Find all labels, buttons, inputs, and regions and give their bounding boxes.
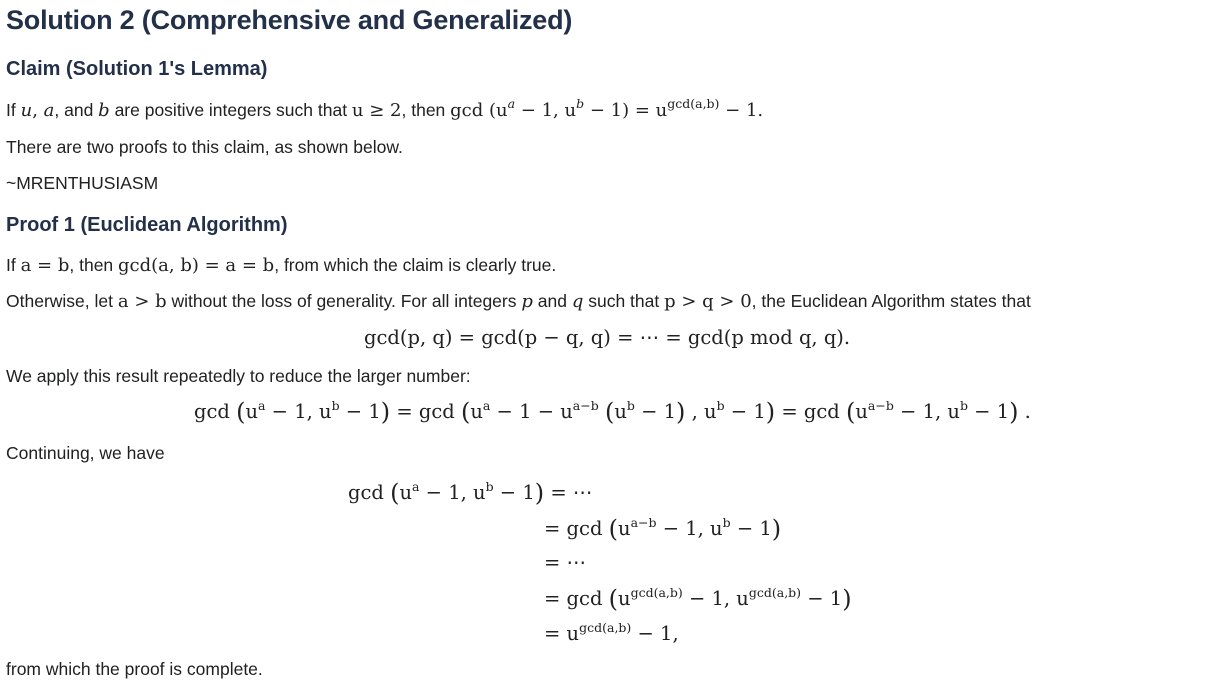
reduction-equation: $\gcd (u^a - 1$, $u^b - 1) = \gcd (u^a - 1 - u^{a-b}$ $(u^b - 1)$ , $u^b - 1) = \gcd (u^{a-b} - 1$, $u^b - 1$) . bbox=[194, 398, 1031, 426]
continuing-intro: Continuing, we have bbox=[6, 443, 165, 463]
condition-math: u ≥ 2 bbox=[351, 100, 402, 121]
proof1-case-unequal: Otherwise, let a > b without the loss of generality. For all integers p and q such that p > q > 0, the Euclidean Algorithm states that bbox=[6, 291, 1031, 312]
proof-complete: from which the proof is complete. bbox=[6, 659, 263, 679]
chain-line-5: = $u^{gcd(a,b)} - 1$, bbox=[544, 620, 679, 645]
page-title: Solution 2 (Comprehensive and Generalized) bbox=[6, 5, 573, 35]
author-signature: ~MRENTHUSIASM bbox=[6, 173, 159, 193]
proof1-heading: Proof 1 (Euclidean Algorithm) bbox=[6, 214, 288, 236]
euclid-equation: gcd(p, q) = gcd(p − q, q) = ⋯ = gcd(p mod q, q). bbox=[364, 326, 851, 349]
claim-heading: Claim (Solution 1's Lemma) bbox=[6, 58, 268, 80]
claim-proofs-note: There are two proofs to this claim, as shown below. bbox=[6, 137, 403, 157]
claim-formula: $\gcd (u^a - 1$, $u^b - 1) = u^{gcd(a,b)} - 1$. bbox=[450, 96, 764, 121]
reduce-intro: We apply this result repeatedly to reduce the larger number: bbox=[6, 366, 471, 386]
claim-statement: If u, a, and b are positive integers such that u ≥ 2, then $\gcd (u^a - 1$, $u^b - 1) = u^{gcd(a,b)} - 1$. bbox=[6, 96, 764, 121]
chain-line-1: $\gcd (u^a - 1$, $u^b - 1$) = ⋯ bbox=[348, 479, 593, 507]
chain-line-4: = $\gcd (u^{gcd(a,b)} - 1$, $u^{gcd(a,b)} - 1$) bbox=[544, 585, 852, 613]
chain-line-2: = $\gcd (u^{a-b} - 1$, $u^b - 1$) bbox=[544, 515, 782, 543]
proof1-case-equal: If a = b, then gcd(a, b) = a = b, from which the claim is clearly true. bbox=[6, 255, 557, 276]
chain-line-3: = ⋯ bbox=[544, 551, 587, 574]
